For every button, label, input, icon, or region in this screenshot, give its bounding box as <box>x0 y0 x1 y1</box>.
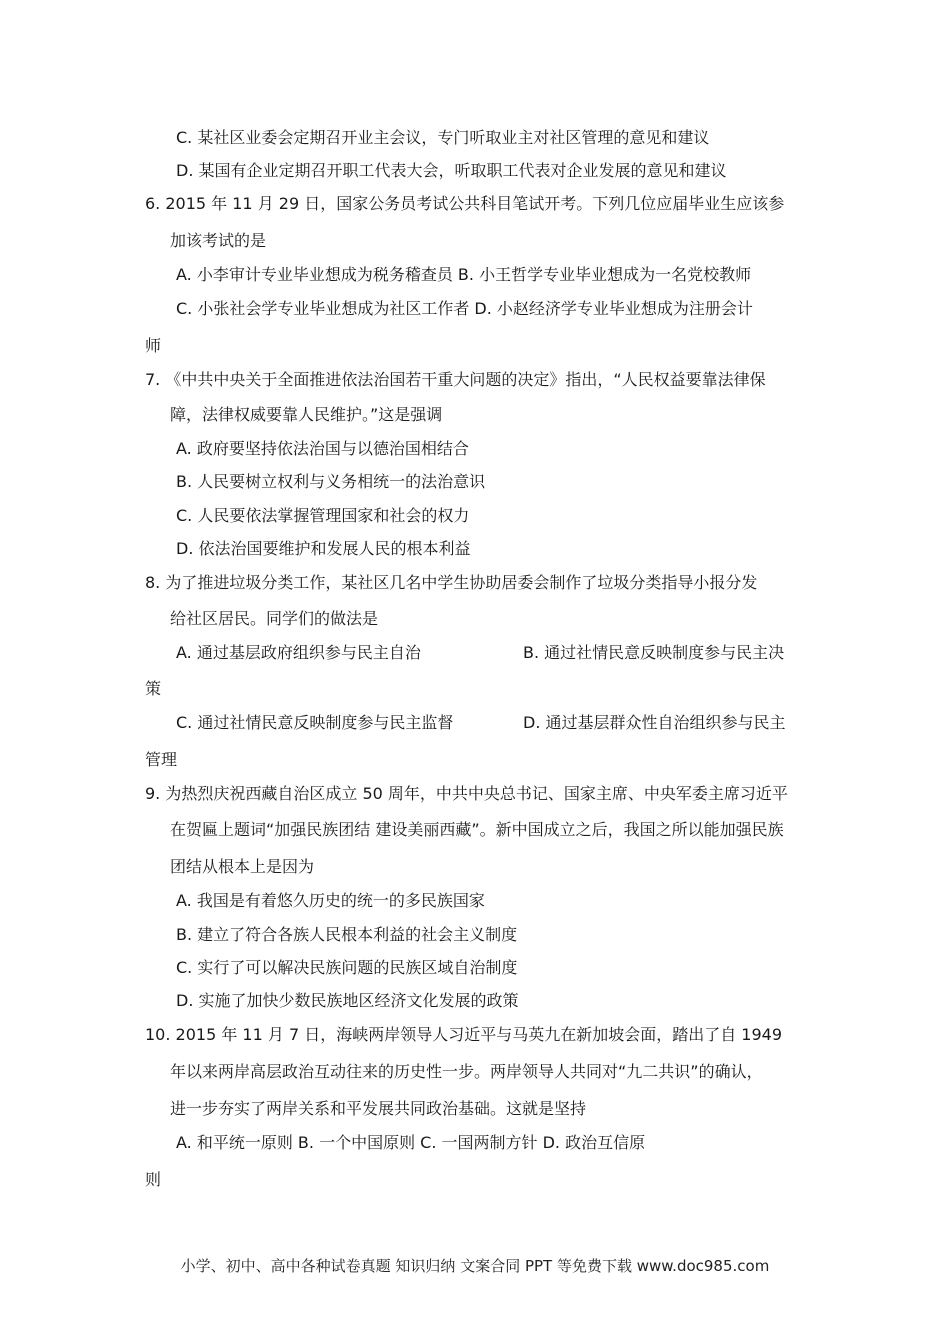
q7-option-a: A. 政府要坚持依法治国与以德治国相结合 <box>176 439 469 458</box>
q9-option-a: A. 我国是有着悠久历史的统一的多民族国家 <box>176 891 485 910</box>
q7-option-d: D. 依法治国要维护和发展人民的根本利益 <box>176 539 471 558</box>
q7-option-b: B. 人民要树立权利与义务相统一的法治意识 <box>176 472 486 491</box>
q10-stem-line1: 10. 2015 年 11 月 7 日，海峡两岸领导人习近平与马英九在新加坡会面，踏出了自 1949 <box>145 1025 783 1044</box>
q8-option-b-tail: 策 <box>145 679 162 698</box>
footer-banner: 小学、初中、高中各种试卷真题 知识归纳 文案合同 PPT 等免费下载 www.doc985.com <box>180 1257 770 1275</box>
q8-option-d-tail: 管理 <box>145 750 178 769</box>
q6-option-d-tail: 师 <box>145 336 162 355</box>
q6-stem-line1: 6. 2015 年 11 月 29 日，国家公务员考试公共科目笔试开考。下列几位应届毕业生应该参 <box>145 194 785 213</box>
q9-stem-line2: 在贺匾上题词“加强民族团结 建设美丽西藏”。新中国成立之后，我国之所以能加强民族 <box>170 820 784 839</box>
q8-stem-line2: 给社区居民。同学们的做法是 <box>170 609 379 628</box>
q5-option-d: D. 某国有企业定期召开职工代表大会，听取职工代表对企业发展的意见和建议 <box>176 161 727 180</box>
q5-option-c: C. 某社区业委会定期召开业主会议，专门听取业主对社区管理的意见和建议 <box>176 128 710 147</box>
q8-option-b: B. 通过社情民意反映制度参与民主决 <box>523 643 785 662</box>
q6-options-ab: A. 小李审计专业毕业想成为税务稽查员 B. 小王哲学专业毕业想成为一名党校教师 <box>176 265 752 284</box>
q9-option-b: B. 建立了符合各族人民根本利益的社会主义制度 <box>176 925 518 944</box>
q9-stem-line1: 9. 为热烈庆祝西藏自治区成立 50 周年，中共中央总书记、国家主席、中央军委主席习近平 <box>145 784 788 803</box>
q8-option-c: C. 通过社情民意反映制度参与民主监督 <box>176 713 454 732</box>
q6-stem-line2: 加该考试的是 <box>170 231 267 250</box>
q10-stem-line2: 年以来两岸高层政治互动往来的历史性一步。两岸领导人共同对“九二共识”的确认， <box>170 1062 763 1081</box>
q8-option-d: D. 通过基层群众性自治组织参与民主 <box>523 713 786 732</box>
q7-stem-line2: 障，法律权威要靠人民维护。”这是强调 <box>170 405 443 424</box>
q6-options-cd: C. 小张社会学专业毕业想成为社区工作者 D. 小赵经济学专业毕业想成为注册会计 <box>176 299 753 318</box>
q10-stem-line3: 进一步夯实了两岸关系和平发展共同政治基础。这就是坚持 <box>170 1099 587 1118</box>
q9-stem-line3: 团结从根本上是因为 <box>170 857 315 876</box>
q8-stem-line1: 8. 为了推进垃圾分类工作，某社区几名中学生协助居委会制作了垃圾分类指导小报分发 <box>145 573 758 592</box>
q9-option-d: D. 实施了加快少数民族地区经济文化发展的政策 <box>176 991 519 1010</box>
q7-stem-line1: 7. 《中共中央关于全面推进依法治国若干重大问题的决定》指出，“人民权益要靠法律保 <box>145 370 766 389</box>
q8-option-a: A. 通过基层政府组织参与民主自治 <box>176 643 421 662</box>
q10-option-d-tail: 则 <box>145 1170 162 1189</box>
q10-options: A. 和平统一原则 B. 一个中国原则 C. 一国两制方针 D. 政治互信原 <box>176 1133 646 1152</box>
q7-option-c: C. 人民要依法掌握管理国家和社会的权力 <box>176 506 470 525</box>
q9-option-c: C. 实行了可以解决民族问题的民族区域自治制度 <box>176 958 518 977</box>
